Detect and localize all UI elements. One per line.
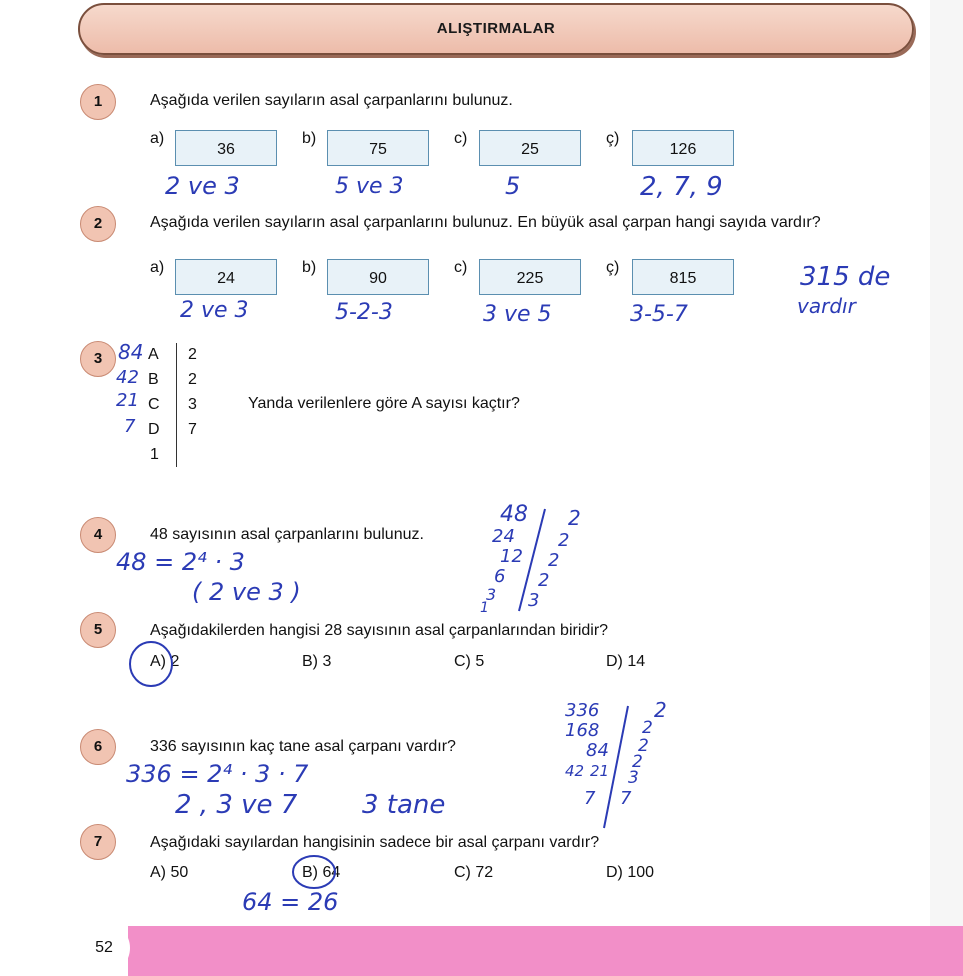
q3-letter-c: C (148, 396, 160, 413)
q6-ladder-right-5: 7 (620, 788, 632, 809)
q3-letter-d: D (148, 421, 160, 438)
page-edge (930, 0, 963, 926)
q4-ladder-left-4: 3 (486, 585, 497, 604)
q4-ladder-right-2: 2 (548, 550, 560, 571)
q6-handwritten-3: 3 tane (362, 790, 446, 820)
q6-ladder-right-1: 2 (642, 718, 653, 738)
q4-ladder-left-2: 12 (500, 546, 523, 567)
q2-handwritten-note-2: vardır (797, 294, 856, 318)
q6-ladder-left-1: 168 (565, 720, 600, 741)
question-number-4: 4 (80, 517, 116, 553)
q5-option-a: A) 2 (150, 653, 180, 670)
q6-ladder-left-5: 7 (584, 788, 596, 809)
q1-handwritten-b: 5 ve 3 (335, 174, 404, 199)
footer-bar (128, 926, 963, 976)
q7-option-b: B) 64 (302, 864, 341, 881)
question-number-2: 2 (80, 206, 116, 242)
q3-last: 1 (150, 446, 159, 463)
q7-option-a: A) 50 (150, 864, 189, 881)
question-number-7: 7 (80, 824, 116, 860)
q1-handwritten-a: 2 ve 3 (165, 172, 240, 200)
q1-label-b: b) (302, 130, 317, 147)
q2-box-a: 24 (175, 259, 277, 295)
q1-handwritten-c: 5 (505, 172, 521, 200)
q3-divisor-4: 7 (188, 421, 197, 438)
q4-ladder-left-0: 48 (500, 502, 528, 527)
q4-ladder-right-3: 2 (538, 570, 550, 591)
q7-handwritten-1: 64 = 26 (242, 888, 339, 916)
page-number: 52 (78, 922, 130, 974)
q5-option-b: B) 3 (302, 653, 332, 670)
q6-ladder-right-0: 2 (654, 698, 667, 722)
q1-box-a: 36 (175, 130, 277, 166)
header-banner (78, 3, 914, 55)
question-2-text: Aşağıda verilen sayıların asal çarpanlarını bulunuz. En büyük asal çarpan hangi sayıda vardır? (150, 214, 821, 231)
q2-label-a: a) (150, 259, 165, 276)
q2-handwritten-cc: 3-5-7 (630, 302, 688, 327)
q1-label-cc: ç) (606, 130, 620, 147)
q4-ladder-right-4: 3 (528, 590, 540, 611)
q3-hand-7: 7 (124, 416, 136, 437)
q4-ladder-left-1: 24 (492, 526, 515, 547)
q3-letter-b: B (148, 371, 159, 388)
q2-label-c: c) (454, 259, 468, 276)
q2-handwritten-c: 3 ve 5 (483, 302, 552, 327)
q6-ladder-left-4: 21 (590, 762, 610, 780)
q6-ladder-right-2: 2 (638, 736, 649, 756)
q2-box-cc: 815 (632, 259, 734, 295)
q6-ladder-left-2: 84 (586, 740, 609, 761)
q4-ladder-left-3: 6 (494, 566, 506, 587)
q2-handwritten-b: 5-2-3 (335, 300, 393, 325)
q3-divisor-3: 3 (188, 396, 197, 413)
q2-label-b: b) (302, 259, 317, 276)
q5-option-c: C) 5 (454, 653, 485, 670)
question-7-text: Aşağıdaki sayılardan hangisinin sadece bir asal çarpanı vardır? (150, 834, 600, 851)
q4-handwritten-2: ( 2 ve 3 ) (192, 578, 301, 606)
q4-ladder-left-5: 1 (480, 600, 489, 616)
q3-divider (176, 343, 177, 467)
q2-box-c: 225 (479, 259, 581, 295)
q1-label-a: a) (150, 130, 165, 147)
q5-answer-circle (127, 638, 180, 690)
question-4-text: 48 sayısının asal çarpanlarını bulunuz. (150, 526, 424, 543)
question-3-text: Yanda verilenlere göre A sayısı kaçtır? (248, 395, 520, 412)
q7-option-c: C) 72 (454, 864, 494, 881)
question-number-1: 1 (80, 84, 116, 120)
q2-handwritten-note-1: 315 de (800, 262, 891, 292)
question-number-6: 6 (80, 729, 116, 765)
question-1-text: Aşağıda verilen sayıların asal çarpanlarını bulunuz. (150, 92, 513, 109)
q6-ladder-left-0: 336 (565, 700, 600, 721)
page-title: ALIŞTIRMALAR (436, 20, 556, 37)
q3-hand-84: 84 (118, 340, 144, 364)
question-number-5: 5 (80, 612, 116, 648)
q4-handwritten-1: 48 = 2⁴ · 3 (116, 548, 245, 576)
q3-divisor-1: 2 (188, 346, 197, 363)
q1-box-cc: 126 (632, 130, 734, 166)
q2-handwritten-a: 2 ve 3 (180, 298, 249, 323)
q2-label-cc: ç) (606, 259, 620, 276)
q6-ladder-right-4: 3 (628, 768, 639, 788)
q6-handwritten-1: 336 = 2⁴ · 3 · 7 (126, 760, 309, 788)
q2-box-b: 90 (327, 259, 429, 295)
q4-ladder-right-0: 2 (568, 506, 581, 530)
q1-box-c: 25 (479, 130, 581, 166)
q7-option-d: D) 100 (606, 864, 655, 881)
question-number-3: 3 (80, 341, 116, 377)
q6-ladder-left-3: 42 (565, 762, 585, 780)
q6-handwritten-2: 2 , 3 ve 7 (175, 790, 298, 820)
q1-label-c: c) (454, 130, 468, 147)
q5-option-d: D) 14 (606, 653, 646, 670)
q3-divisor-2: 2 (188, 371, 197, 388)
q7-answer-circle (290, 852, 340, 892)
q1-box-b: 75 (327, 130, 429, 166)
q6-ladder-right-3: 2 (632, 752, 643, 772)
q3-hand-21: 21 (116, 390, 139, 411)
q3-hand-42: 42 (116, 367, 139, 388)
q3-letter-a: A (148, 346, 159, 363)
q4-ladder-right-1: 2 (558, 530, 570, 551)
question-6-text: 336 sayısının kaç tane asal çarpanı vardır? (150, 738, 456, 755)
question-5-text: Aşağıdakilerden hangisi 28 sayısının asal çarpanlarından biridir? (150, 622, 609, 639)
q1-handwritten-cc: 2, 7, 9 (640, 172, 723, 202)
